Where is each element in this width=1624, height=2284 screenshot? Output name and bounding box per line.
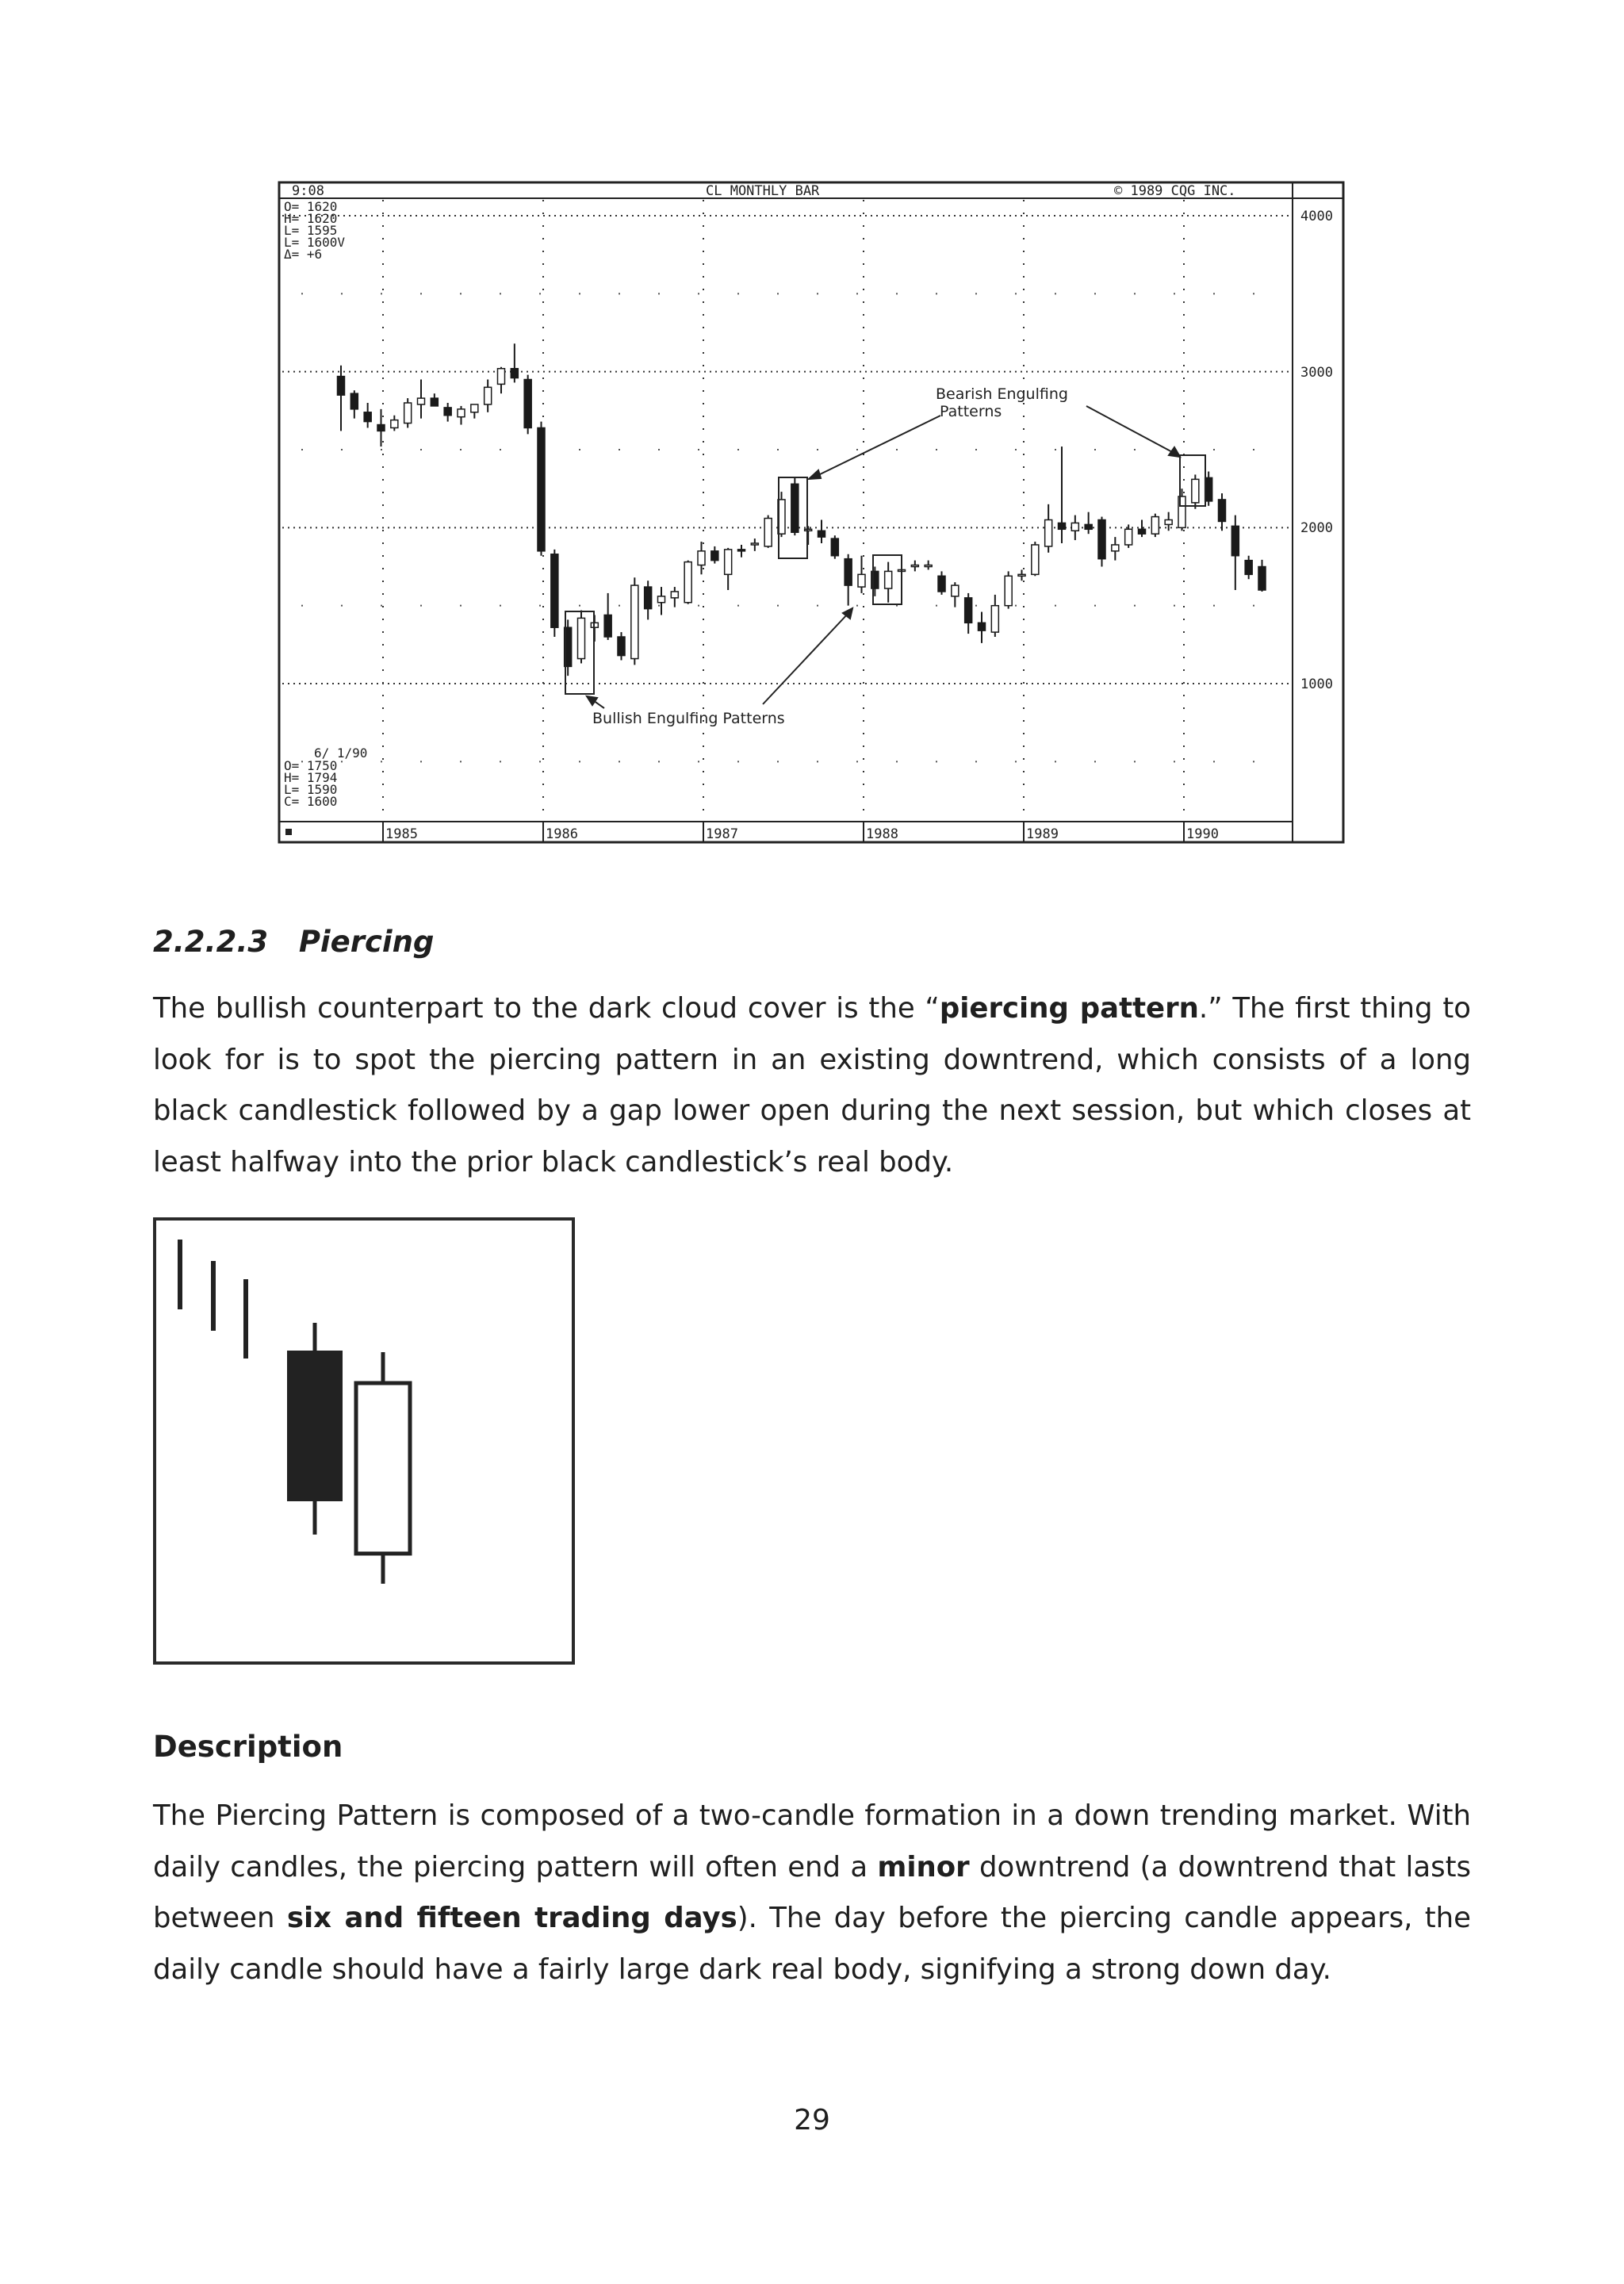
section-number: 2.2.2.3: [153, 925, 269, 959]
description-text: downtrend (a downtrend that lasts between: [153, 1850, 1471, 1934]
description-text: The Piercing Pattern is composed of a two-candle formation in a down trending market. With daily candles, the piercing pattern will often end a: [153, 1799, 1471, 1884]
candle-body-white: [658, 596, 665, 603]
candlestick: [551, 550, 558, 637]
description-paragraph: [153, 1791, 1471, 1995]
bearish-label-line1: Bearish Engulfing: [936, 385, 1068, 403]
chart-title: CL MONTHLY BAR: [706, 183, 820, 199]
candle-body-white: [458, 409, 465, 417]
candle-body-white: [805, 529, 812, 531]
candlestick: [524, 375, 531, 435]
candle-body-white: [418, 398, 425, 404]
candle-body-black: [645, 587, 652, 609]
intro-text: The bullish counterpart to the dark cloud cover is the “: [153, 992, 940, 1025]
y-tick-label: 1000: [1300, 676, 1333, 692]
candle-body-white: [471, 404, 478, 412]
candle-body-black: [431, 398, 438, 406]
readout-line: O= 1750: [284, 758, 338, 773]
chart-copyright: © 1989 CQG INC.: [1114, 183, 1236, 199]
y-tick-label: 3000: [1300, 365, 1333, 381]
candle-body-white: [1032, 545, 1039, 574]
candlestick: [1098, 517, 1105, 567]
x-tick-label: 1988: [866, 826, 898, 842]
candle-body-white: [885, 571, 892, 588]
y-tick-label: 2000: [1300, 520, 1333, 536]
section-heading: [153, 925, 434, 959]
description-text: ). The day before the piercing candle appears, the daily candle should have a fairly large dark real body, signifying a strong down day.: [153, 1902, 1471, 1986]
readout-line: 6/ 1/90: [314, 745, 368, 761]
candle-body-black: [1139, 529, 1146, 534]
intro-text: .” The first thing to look for is to spot the piercing pattern in an existing downtrend, which consists of a long black candlestick followed by a gap lower open during the next session, but which closes at least halfway into the prior black candlestick’s real body.: [153, 992, 1471, 1178]
readout-line: H= 1794: [284, 770, 338, 785]
candle-body-black: [711, 551, 718, 561]
candle-body-white: [1005, 576, 1012, 605]
candle-body-white: [1045, 520, 1052, 546]
candlestick: [831, 535, 838, 559]
black-candle-body: [287, 1351, 343, 1501]
candle-body-black: [1219, 500, 1226, 522]
candlestick: [764, 515, 772, 548]
candle-body-black: [965, 598, 972, 623]
x-tick-label: 1990: [1186, 826, 1219, 842]
candle-body-black: [818, 531, 825, 537]
readout-line: L= 1600V: [284, 235, 346, 250]
candlestick: [1032, 542, 1039, 576]
candlestick: [684, 561, 691, 604]
white-candle-body: [356, 1383, 410, 1554]
readout-line: L= 1595: [284, 223, 338, 238]
candle-body-black: [1205, 477, 1212, 501]
y-tick-label: 4000: [1300, 209, 1333, 224]
candle-body-white: [858, 574, 865, 587]
candle-body-white: [698, 551, 705, 565]
description-heading: Description: [153, 1730, 343, 1764]
candle-body-black: [831, 538, 838, 556]
candle-body-white: [1071, 523, 1078, 531]
candle-body-black: [938, 576, 945, 592]
candlestick: [1151, 514, 1159, 538]
x-tick-label: 1987: [706, 826, 738, 842]
page-number: 29: [794, 2104, 830, 2136]
candle-body-white: [1151, 517, 1159, 535]
candle-body-black: [511, 369, 518, 378]
chart-time: 9:08: [292, 183, 324, 199]
candle-body-white: [751, 543, 758, 545]
intro-bold-term: piercing pattern: [939, 992, 1199, 1025]
candle-body-black: [524, 380, 531, 428]
candlestick: [618, 632, 625, 660]
candle-body-white: [952, 585, 959, 596]
candle-body-black: [1231, 526, 1239, 555]
candle-body-black: [791, 484, 799, 532]
piercing-pattern-diagram: [153, 1217, 575, 1665]
candlestick: [538, 422, 545, 556]
candle-body-black: [1245, 561, 1252, 575]
readout-line: L= 1590: [284, 782, 338, 797]
candle-body-black: [1085, 524, 1092, 529]
candle-body-black: [364, 412, 371, 422]
candle-body-white: [1018, 574, 1025, 576]
candlestick: [404, 398, 412, 427]
candle-body-black: [377, 425, 385, 431]
description-bold: six and fifteen trading days: [286, 1902, 737, 1934]
candle-body-black: [618, 637, 625, 656]
candle-body-black: [350, 393, 358, 409]
readout-line: H= 1620: [284, 211, 338, 226]
x-tick-label: 1986: [546, 826, 578, 842]
candle-body-black: [1258, 567, 1266, 591]
candlestick: [791, 477, 799, 535]
candle-body-white: [991, 606, 998, 632]
candle-body-white: [578, 618, 585, 658]
candle-body-black: [1059, 523, 1066, 529]
x-tick-label: 1985: [385, 826, 418, 842]
candle-body-black: [1098, 520, 1105, 559]
description-bold: minor: [877, 1850, 970, 1884]
candle-body-white: [1165, 520, 1172, 525]
candle-body-white: [1192, 479, 1199, 503]
candlestick: [1005, 571, 1012, 608]
bullish-label: Bullish Engulfing Patterns: [592, 710, 785, 727]
candle-body-white: [1125, 529, 1132, 545]
candlestick: [631, 577, 638, 665]
candle-body-white: [631, 585, 638, 658]
candle-body-white: [911, 565, 918, 567]
candle-body-white: [925, 565, 932, 567]
candle-body-black: [738, 550, 745, 551]
readout-line: C= 1600: [284, 794, 338, 809]
candle-body-white: [391, 420, 398, 428]
chart-corner-marker: [285, 829, 292, 835]
candle-body-black: [604, 615, 611, 637]
readout-line: Δ= +6: [284, 247, 323, 262]
section-title: Piercing: [298, 925, 435, 959]
readout-line: O= 1620: [284, 199, 338, 214]
candle-body-white: [725, 550, 732, 574]
candle-body-black: [338, 377, 345, 396]
bearish-label-line2: Patterns: [940, 403, 1002, 420]
x-tick-label: 1989: [1026, 826, 1059, 842]
intro-paragraph: [153, 983, 1471, 1188]
candle-body-white: [1112, 545, 1119, 551]
candle-body-white: [764, 519, 772, 546]
candlestick: [578, 611, 585, 664]
candle-body-white: [671, 592, 678, 598]
candle-body-white: [498, 369, 505, 385]
candle-body-white: [404, 403, 412, 423]
candle-body-white: [485, 387, 492, 404]
candle-body-black: [551, 554, 558, 627]
candle-body-white: [684, 562, 691, 603]
candle-body-black: [845, 559, 852, 585]
candle-body-black: [538, 427, 545, 550]
candlestick-chart: [278, 181, 1345, 844]
candle-body-black: [979, 623, 986, 630]
candle-body-black: [444, 408, 451, 416]
